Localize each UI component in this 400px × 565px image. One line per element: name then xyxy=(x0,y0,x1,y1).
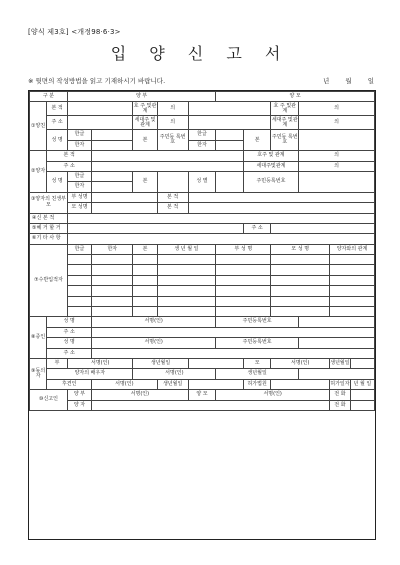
acc-bon-label: 본 xyxy=(133,244,157,254)
new-honjeok-field[interactable] xyxy=(67,213,374,223)
consent-bu-label: 부 xyxy=(47,358,68,368)
father-hoju-field[interactable] xyxy=(157,102,188,116)
date-month-label: 월 xyxy=(345,77,352,85)
spouse-label: 양자의 배우자 xyxy=(47,369,133,379)
adoptee-honjeok-label: 본 적 xyxy=(47,151,92,161)
guardian-birth-label: 생년월일 xyxy=(157,379,188,389)
rrn-label-2: 주민등 록번호 xyxy=(271,130,299,151)
acc-cell[interactable] xyxy=(92,286,133,296)
adoptee-address-field[interactable] xyxy=(92,161,244,171)
acc-cell[interactable] xyxy=(92,296,133,306)
acc-cell[interactable] xyxy=(157,275,216,285)
acc-cell[interactable] xyxy=(92,255,133,265)
father-household-field[interactable] xyxy=(157,116,188,130)
consent-bu-birth-label: 생년월일 xyxy=(133,358,188,368)
acc-cell[interactable] xyxy=(157,296,216,306)
mother-hoju-field[interactable] xyxy=(299,102,375,116)
adoptee-bon-field[interactable] xyxy=(157,171,188,192)
father-honjeok-field[interactable] xyxy=(67,102,133,116)
witness1-name-field[interactable] xyxy=(92,317,216,327)
bio-mother-honjeok-field[interactable] xyxy=(188,203,374,213)
witness1-address-field[interactable] xyxy=(92,327,375,337)
acc-cell[interactable] xyxy=(92,265,133,275)
seal-label: 서명(인) xyxy=(144,339,163,346)
date-year-label: 년 xyxy=(323,77,330,85)
seal-label: 서명(인) xyxy=(291,360,310,367)
adoption-report-form xyxy=(28,90,376,540)
reporter-yangja-field[interactable] xyxy=(92,400,330,410)
guardian-field[interactable] xyxy=(92,379,158,389)
reporter-yangmo-field[interactable] xyxy=(216,390,330,400)
witness2-name-label: 성 명 xyxy=(47,338,92,348)
court-field[interactable] xyxy=(271,379,330,389)
other-label: ⑥기 타 사 항 xyxy=(30,234,68,244)
bio-mother-honjeok-label: 본 적 xyxy=(157,203,188,213)
reporter-tel-field-2[interactable] xyxy=(350,400,374,410)
cohabit-address-label: 주 소 xyxy=(243,223,271,233)
acc-father-label: 부 성 명 xyxy=(216,244,271,254)
acc-cell[interactable] xyxy=(133,296,157,306)
witness2-rrn-field[interactable] xyxy=(299,338,375,348)
consent-mo-label: 모 xyxy=(243,358,271,368)
adoptee-hangul-field[interactable] xyxy=(92,171,133,181)
court-date-field[interactable] xyxy=(350,379,374,389)
ui-label: 의 xyxy=(334,105,339,112)
acc-cell[interactable] xyxy=(216,255,271,265)
mother-honjeok-field[interactable] xyxy=(188,102,271,116)
father-hanja-field[interactable] xyxy=(92,140,133,150)
acc-cell[interactable] xyxy=(271,265,330,275)
witness1-address-label: 주 소 xyxy=(47,327,92,337)
cohabit-address-field[interactable] xyxy=(271,223,375,233)
adoptee-bon-label: 본 xyxy=(133,171,157,192)
acc-cell[interactable] xyxy=(157,286,216,296)
other-field[interactable] xyxy=(67,234,374,244)
witness2-rrn-label: 주민등록번호 xyxy=(216,338,299,348)
ui-label: 의 xyxy=(334,119,339,126)
adoptee-rrn-field[interactable] xyxy=(299,171,375,192)
date-day-label: 일 xyxy=(367,77,374,85)
reporter-yangja-label: 양 자 xyxy=(67,400,91,410)
witness-label: ⑧증인 xyxy=(30,317,47,359)
rrn-label: 주민등 록번호 xyxy=(157,130,188,151)
court-date-label: 허가일자 xyxy=(330,379,351,389)
cohabit-field[interactable] xyxy=(67,223,243,233)
mother-rrn-field[interactable] xyxy=(299,130,375,151)
acc-cell[interactable] xyxy=(216,296,271,306)
acc-cell[interactable] xyxy=(271,296,330,306)
acc-cell[interactable] xyxy=(216,286,271,296)
consent-mo-field[interactable] xyxy=(271,358,330,368)
hanja-label-2: 한자 xyxy=(188,140,216,150)
guardian-label: 후견인 xyxy=(47,379,92,389)
honjeok-label: 본 적 xyxy=(47,102,68,116)
adoptee-name-label: 성 명 xyxy=(47,171,68,192)
acc-cell[interactable] xyxy=(330,255,375,265)
mother-hanja-field[interactable] xyxy=(216,140,244,150)
hanja-label: 한자 xyxy=(67,140,91,150)
report-date xyxy=(309,76,374,85)
acc-cell[interactable] xyxy=(67,255,91,265)
hoju-rel-label-2: 호 주 및관계 xyxy=(271,102,299,116)
seal-label: 서명(인) xyxy=(115,380,134,387)
bon-label-2: 본 xyxy=(243,130,271,151)
bio-father-name-field[interactable] xyxy=(92,192,158,202)
acc-cell[interactable] xyxy=(133,275,157,285)
acc-cell[interactable] xyxy=(157,307,216,317)
acc-birth-label: 생 년 월 일 xyxy=(157,244,216,254)
acc-mother-label: 모 성 명 xyxy=(271,244,330,254)
reporter-tel-field[interactable] xyxy=(350,390,374,400)
seal-label: 서명(인) xyxy=(91,360,110,367)
adoptee-gender-field[interactable] xyxy=(216,171,244,192)
consent-label: ⑨동의자 xyxy=(30,358,47,389)
date-ymd-label: 년 월 일 xyxy=(353,380,372,387)
adoptee-honjeok-field[interactable] xyxy=(92,151,244,161)
bio-mother-name-field[interactable] xyxy=(92,203,158,213)
acc-cell[interactable] xyxy=(133,286,157,296)
acc-cell[interactable] xyxy=(271,275,330,285)
adoptee-hoju-label: 호주 및 관계 xyxy=(243,151,298,161)
household-rel-label: 세대주 및관계 xyxy=(134,116,156,128)
acc-cell[interactable] xyxy=(67,296,91,306)
acc-cell[interactable] xyxy=(67,275,91,285)
hangul-label-2: 한글 xyxy=(188,130,216,140)
acc-cell[interactable] xyxy=(67,265,91,275)
father-header: 양 부 xyxy=(67,92,215,102)
consent-mo-birth-field[interactable] xyxy=(350,358,374,368)
acc-cell[interactable] xyxy=(330,265,375,275)
witness1-rrn-field[interactable] xyxy=(299,317,375,327)
page-title: 입 양 신 고 서 xyxy=(110,44,290,63)
acc-cell[interactable] xyxy=(216,307,271,317)
acc-cell[interactable] xyxy=(92,307,133,317)
bon-label: 본 xyxy=(133,130,157,151)
adoptee-household-field[interactable] xyxy=(299,161,375,171)
section-header: 구 분 xyxy=(30,92,68,102)
adoptee-address-label: 주 소 xyxy=(47,161,92,171)
consent-bu-birth-field[interactable] xyxy=(188,358,243,368)
father-hangul-field[interactable] xyxy=(92,130,133,140)
acc-cell[interactable] xyxy=(330,307,375,317)
adoptee-label: ②양자 xyxy=(30,151,47,193)
seal-label: 서명(인) xyxy=(144,318,163,325)
seal-label: 서명(인) xyxy=(130,391,150,398)
form-table xyxy=(29,91,375,411)
bio-parent-label: ③양자의 친생부모 xyxy=(30,192,68,213)
consent-mo-birth-label: 생년월일 xyxy=(330,358,351,368)
acc-cell[interactable] xyxy=(330,275,375,285)
reporter-yangbu-label: 양 부 xyxy=(67,390,91,400)
ui-label: 의 xyxy=(170,119,176,126)
acc-cell[interactable] xyxy=(67,286,91,296)
cohabit-label: ⑤혜 거 할 거 xyxy=(30,223,68,233)
adoptive-parent-label: ①양친 xyxy=(30,102,47,151)
acc-cell[interactable] xyxy=(157,255,216,265)
reporter-label: ⑩신고인 xyxy=(30,390,68,411)
acc-cell[interactable] xyxy=(157,265,216,275)
acc-cell[interactable] xyxy=(133,307,157,317)
acc-cell[interactable] xyxy=(271,286,330,296)
spouse-birth-field[interactable] xyxy=(299,369,375,379)
acc-cell[interactable] xyxy=(271,255,330,265)
new-honjeok-label: ④신 본 적 xyxy=(30,213,68,223)
adoptee-gender-label: 성 별 xyxy=(188,171,216,192)
acc-cell[interactable] xyxy=(271,307,330,317)
consent-bu-field[interactable] xyxy=(67,358,133,368)
bio-father-honjeok-label: 본 적 xyxy=(157,192,188,202)
witness2-name-field[interactable] xyxy=(92,338,216,348)
spouse-birth-label: 생년월일 xyxy=(216,369,299,379)
ui-label: 의 xyxy=(170,105,176,112)
hoju-rel-label: 호 주 및관계 xyxy=(133,102,157,114)
ui-label: 의 xyxy=(334,152,339,159)
witness2-address-field[interactable] xyxy=(92,348,375,358)
acc-cell[interactable] xyxy=(92,275,133,285)
father-address-field[interactable] xyxy=(67,116,133,130)
acc-cell[interactable] xyxy=(67,307,91,317)
hangul-label: 한글 xyxy=(67,130,91,140)
accompany-label: ⑦수반입적자 xyxy=(30,244,68,317)
adoptee-household-label: 세대주및관계 xyxy=(243,161,298,171)
witness1-rrn-label: 주민등록번호 xyxy=(216,317,299,327)
adoptee-hoju-field[interactable] xyxy=(299,151,375,161)
acc-cell[interactable] xyxy=(133,255,157,265)
acc-relation-label: 양자와의 관계 xyxy=(330,244,375,254)
acc-cell[interactable] xyxy=(330,286,375,296)
mother-header: 양 모 xyxy=(216,92,375,102)
address-label: 주 소 xyxy=(47,116,68,130)
bu-name-label: 부 성명 xyxy=(67,192,91,202)
reporter-yangbu-field[interactable] xyxy=(92,390,189,400)
spouse-field[interactable] xyxy=(133,369,216,379)
mother-household-field[interactable] xyxy=(299,116,375,130)
name-label: 성 명 xyxy=(47,130,68,151)
acc-hangul-label: 한글 xyxy=(67,244,91,254)
adoptee-hanja-field[interactable] xyxy=(92,182,133,192)
bio-father-honjeok-field[interactable] xyxy=(188,192,374,202)
mo-name-label: 모 성명 xyxy=(67,203,91,213)
adoptee-rrn-label: 주민등록번호 xyxy=(243,171,298,192)
acc-hanja-label: 한자 xyxy=(92,244,133,254)
adoptee-hangul-label: 한글 xyxy=(67,171,91,181)
form-code: [양식 제3호] <개정98·6·3> xyxy=(28,28,121,36)
acc-cell[interactable] xyxy=(216,275,271,285)
court-label: 허가법원 xyxy=(243,379,271,389)
instruction-notice: ※ 뒷면의 작성방법을 읽고 기재하시기 바랍니다. xyxy=(28,77,166,85)
guardian-birth-field[interactable] xyxy=(188,379,243,389)
reporter-yangmo-label: 양 모 xyxy=(188,390,216,400)
acc-cell[interactable] xyxy=(216,265,271,275)
mother-hangul-field[interactable] xyxy=(216,130,244,140)
seal-label: 서명(인) xyxy=(165,370,184,377)
witness1-name-label: 성 명 xyxy=(47,317,92,327)
acc-cell[interactable] xyxy=(330,296,375,306)
adoptee-hanja-label: 한자 xyxy=(67,182,91,192)
mother-address-field[interactable] xyxy=(188,116,271,130)
reporter-tel-label: 전 화 xyxy=(330,390,351,400)
acc-cell[interactable] xyxy=(133,265,157,275)
reporter-tel-label-2: 전 화 xyxy=(330,400,351,410)
witness2-address-label: 주 소 xyxy=(47,348,92,358)
household-rel-label-2: 세대주 및관계 xyxy=(271,116,298,128)
ui-label: 의 xyxy=(334,162,339,169)
seal-label: 서명(인) xyxy=(263,391,282,398)
